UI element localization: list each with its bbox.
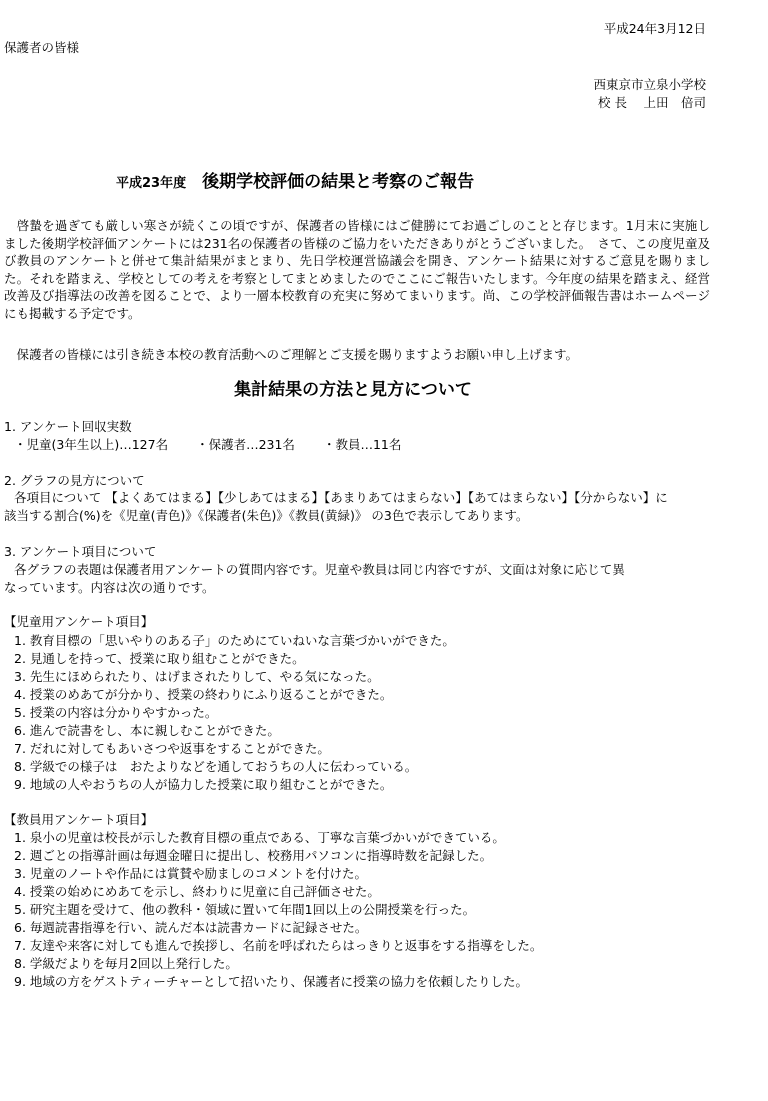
closing-paragraph: 保護者の皆様には引き続き本校の教育活動へのご理解とご支援を賜りますようお願い申し上げます。 (4, 347, 579, 362)
principal-name: 校 長 上田 倍司 (598, 95, 706, 110)
count-teachers: ・教員…11名 (322, 437, 402, 452)
graph-guide-line-1: 各項目について 【よくあてはまる】【少しあてはまる】【あまりあてはまらない】【あてはまらない】【分からない】に (14, 490, 668, 505)
survey-items-line-2: なっています。内容は次の通りです。 (4, 580, 215, 595)
teacher-item: 1. 泉小の児童は校長が示した教育目標の重点である、丁寧な言葉づかいができている。 (14, 830, 505, 845)
teacher-item: 9. 地域の方をゲストティーチャーとして招いたり、保護者に授業の協力を依頼したりした。 (14, 974, 529, 989)
teacher-item: 4. 授業の始めにめあてを示し、終わりに児童に自己評価させた。 (14, 884, 380, 899)
teacher-item: 8. 学級だよりを毎月2回以上発行した。 (14, 956, 238, 971)
survey-counts-line (14, 436, 401, 454)
teacher-item: 3. 児童のノートや作品には賞賛や励ましのコメントを付けた。 (14, 866, 368, 881)
children-item: 7. だれに対してもあいさつや返事をすることができた。 (14, 741, 330, 756)
survey-counts-heading: 1. アンケート回収実数 (4, 419, 132, 434)
children-item: 5. 授業の内容は分かりやすかった。 (14, 705, 218, 720)
children-item: 8. 学級での様子は おたよりなどを通しておうちの人に伝わっている。 (14, 759, 418, 774)
children-item: 3. 先生にほめられたり、はげまされたりして、やる気になった。 (14, 669, 380, 684)
graph-guide-line-2: 該当する割合(%)を《児童(青色)》《保護者(朱色)》《教員(黄緑)》 の3色で表示してあります。 (4, 508, 529, 523)
title-main: 後期学校評価の結果と考察のご報告 (202, 172, 475, 192)
children-item: 2. 見通しを持って、授業に取り組むことができた。 (14, 651, 305, 666)
children-item: 1. 教育目標の「思いやりのある子」のためにていねいな言葉づかいができた。 (14, 633, 455, 648)
count-parents: ・保護者…231名 (196, 437, 295, 452)
children-item: 6. 進んで読書をし、本に親しむことができた。 (14, 723, 280, 738)
document-title (116, 174, 474, 193)
title-year: 平成23年度 (116, 176, 187, 191)
recipient: 保護者の皆様 (4, 40, 80, 55)
document-date: 平成24年3月12日 (603, 21, 706, 36)
graph-guide-heading: 2. グラフの見方について (4, 473, 145, 488)
teacher-items-heading: 【教員用アンケート項目】 (4, 812, 154, 827)
greeting-paragraph: 啓蟄を過ぎても厳しい寒さが続くこの頃ですが、保護者の皆様にはご健勝にてお過ごしのことと存じます。1月末に実施しました後期学校評価アンケートには231名の保護者の皆様のご協力をいただきありがとうございました。 さて、この度児童及び教員のアンケートと併せて集計結果がまとまり、先日学校運営協議会を開き、アンケート結果に対するご意見を賜りました。それを踏まえ、学校としての考えを考察としてまとめましたのでここにご報告いたします。今年度の結果を踏まえ、経営改善及び指導法の改善を図ることで、より一層本校教育の充実に努めてまいります。尚、この学校評価報告書はホームページにも掲載する予定です。 (4, 218, 710, 321)
section-title: 集計結果の方法と見方について (234, 380, 472, 400)
teacher-item: 6. 毎週読書指導を行い、読んだ本は読書カードに記録させた。 (14, 920, 368, 935)
survey-items-heading: 3. アンケート項目について (4, 544, 157, 559)
teacher-item: 2. 週ごとの指導計画は毎週金曜日に提出し、校務用パソコンに指導時数を記録した。 (14, 848, 493, 863)
children-item: 4. 授業のめあてが分かり、授業の終わりにふり返ることができた。 (14, 687, 393, 702)
children-item: 9. 地域の人やおうちの人が協力した授業に取り組むことができた。 (14, 777, 393, 792)
children-items-heading: 【児童用アンケート項目】 (4, 614, 154, 629)
survey-items-line-1: 各グラフの表題は保護者用アンケートの質問内容です。児童や教員は同じ内容ですが、文面は対象に応じて異 (14, 562, 625, 577)
count-children: ・児童(3年生以上)…127名 (14, 437, 169, 452)
teacher-item: 5. 研究主題を受けて、他の教科・領域に置いて年間1回以上の公開授業を行った。 (14, 902, 476, 917)
teacher-item: 7. 友達や来客に対しても進んで挨拶し、名前を呼ばれたらはっきりと返事をする指導をした。 (14, 938, 543, 953)
school-name: 西東京市立泉小学校 (593, 77, 706, 92)
